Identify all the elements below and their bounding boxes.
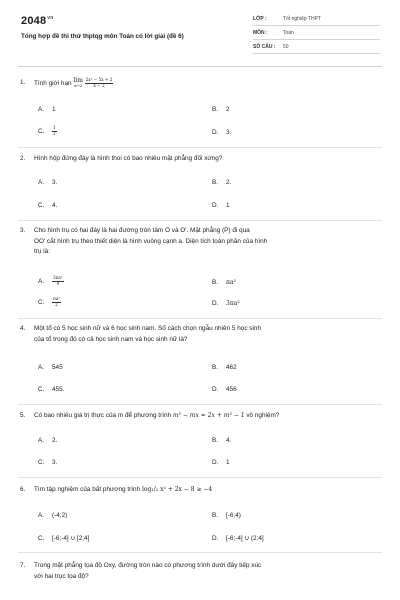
- equation: m² − mx = 2x + m² − 1: [172, 412, 245, 419]
- header-divider: [18, 66, 382, 67]
- question-2: [20, 154, 382, 165]
- option-c[interactable]: C. 4.: [38, 202, 58, 209]
- option-c[interactable]: C. $\frac{1}{2}$: [38, 125, 56, 136]
- question-divider: [18, 477, 382, 478]
- question-number: 3.: [20, 227, 26, 234]
- option-b[interactable]: B. 462: [212, 364, 237, 371]
- option-d[interactable]: D. 3.: [212, 129, 232, 136]
- meta-class-value: Tốt nghiệp THPT: [283, 16, 321, 22]
- option-d[interactable]: D. 1: [212, 202, 230, 209]
- question-text-tail: vô nghiệm?: [246, 412, 280, 419]
- meta-class-label: LỚP :: [253, 16, 267, 22]
- question-number: 1.: [20, 79, 26, 86]
- meta-subject-value: Toán: [283, 30, 294, 36]
- question-divider: [18, 552, 382, 553]
- question-4: [20, 324, 382, 345]
- option-b[interactable]: B. [-6;4): [212, 512, 241, 519]
- option-c[interactable]: C. $\frac{\text{πa²}}{2}$: [38, 296, 60, 307]
- question-6: [20, 485, 382, 496]
- question-divider: [18, 147, 382, 148]
- question-text: Một tổ có 5 học sinh nữ và 6 học sinh nam. Số cách chọn ngẫu nhiên 5 học sinh của tổ trong đó có cả học sinh nam và học sinh nữ là?: [34, 325, 262, 343]
- option-d[interactable]: D. [-6;-4] ∪ (2;4]: [212, 535, 264, 542]
- limit-expression: lim x→2: [73, 77, 83, 89]
- question-divider: [18, 404, 382, 405]
- option-a[interactable]: A. 545: [38, 364, 63, 371]
- question-text: Trong mặt phẳng tọa độ Oxy, đường tròn nào có phương trình dưới đây tiếp xúc với hai trục tọa độ?: [34, 562, 262, 580]
- option-c[interactable]: C. 3.: [38, 459, 58, 466]
- site-logo[interactable]: $2048^{vn}$: [21, 15, 54, 27]
- page-header: [0, 0, 400, 66]
- option-a[interactable]: A. $\frac{\text{3πa²}}{4}$: [38, 275, 63, 286]
- meta-subject-label: MÔN :: [253, 30, 268, 36]
- question-text: Cho hình trụ có hai đáy là hai đường tròn tâm O và O'. Mặt phẳng (P) đi qua OO' cắt hình trụ theo thiết diện là hình vuông cạnh a. Diện tích toàn phần của hình trụ là:: [34, 227, 268, 255]
- question-number: 4.: [20, 325, 26, 332]
- option-c[interactable]: C. 455.: [38, 386, 65, 393]
- inequality: log₁/₂ x² + 2x − 8 ≥ −4: [141, 486, 213, 493]
- question-text: Tìm tập nghiệm của bất phương trình: [34, 486, 141, 493]
- option-d[interactable]: D. 1: [212, 459, 230, 466]
- question-5: [20, 411, 382, 422]
- meta-class-row: [253, 14, 380, 26]
- option-b[interactable]: B. 2: [212, 106, 230, 113]
- question-3: [20, 226, 382, 258]
- option-a[interactable]: A. 2.: [38, 437, 58, 444]
- option-a[interactable]: A. (-4;2): [38, 512, 68, 519]
- question-number: 7.: [20, 562, 26, 569]
- question-number: 5.: [20, 412, 26, 419]
- question-divider: [18, 220, 382, 221]
- limit-fraction: $\frac{\text{2x² − 5x + 2}}{x - 2}$: [85, 77, 113, 88]
- option-c[interactable]: C. [-6;-4] ∪ [2;4]: [38, 535, 90, 542]
- question-text: Hình hộp đứng đáy là hình thoi có bao nhiêu mặt phẳng đối xứng?: [34, 155, 223, 162]
- question-number: 2.: [20, 155, 26, 162]
- question-7: [20, 561, 382, 582]
- question-1: [20, 78, 382, 89]
- meta-count-row: [253, 42, 380, 54]
- option-b[interactable]: B. 2.: [212, 179, 232, 186]
- option-d[interactable]: D. 3πa²: [212, 300, 240, 307]
- option-a[interactable]: A. 1: [38, 106, 56, 113]
- meta-subject-row: [253, 28, 380, 40]
- question-text: Tính giới hạn: [34, 79, 72, 87]
- option-b[interactable]: B. πa²: [212, 279, 236, 286]
- question-number: 6.: [20, 486, 26, 493]
- question-text: Có bao nhiêu giá trị thực của m để phương trình: [34, 412, 172, 419]
- meta-count-label: SỐ CÂU :: [253, 44, 276, 50]
- option-d[interactable]: D. 456: [212, 386, 237, 393]
- option-b[interactable]: B. 4.: [212, 437, 232, 444]
- meta-count-value: 50: [283, 44, 289, 50]
- option-a[interactable]: A. 3.: [38, 179, 58, 186]
- question-divider: [18, 318, 382, 319]
- document-title: Tổng hợp đề thi thử thptqg môn Toán có lời giải (đề 6): [21, 33, 184, 40]
